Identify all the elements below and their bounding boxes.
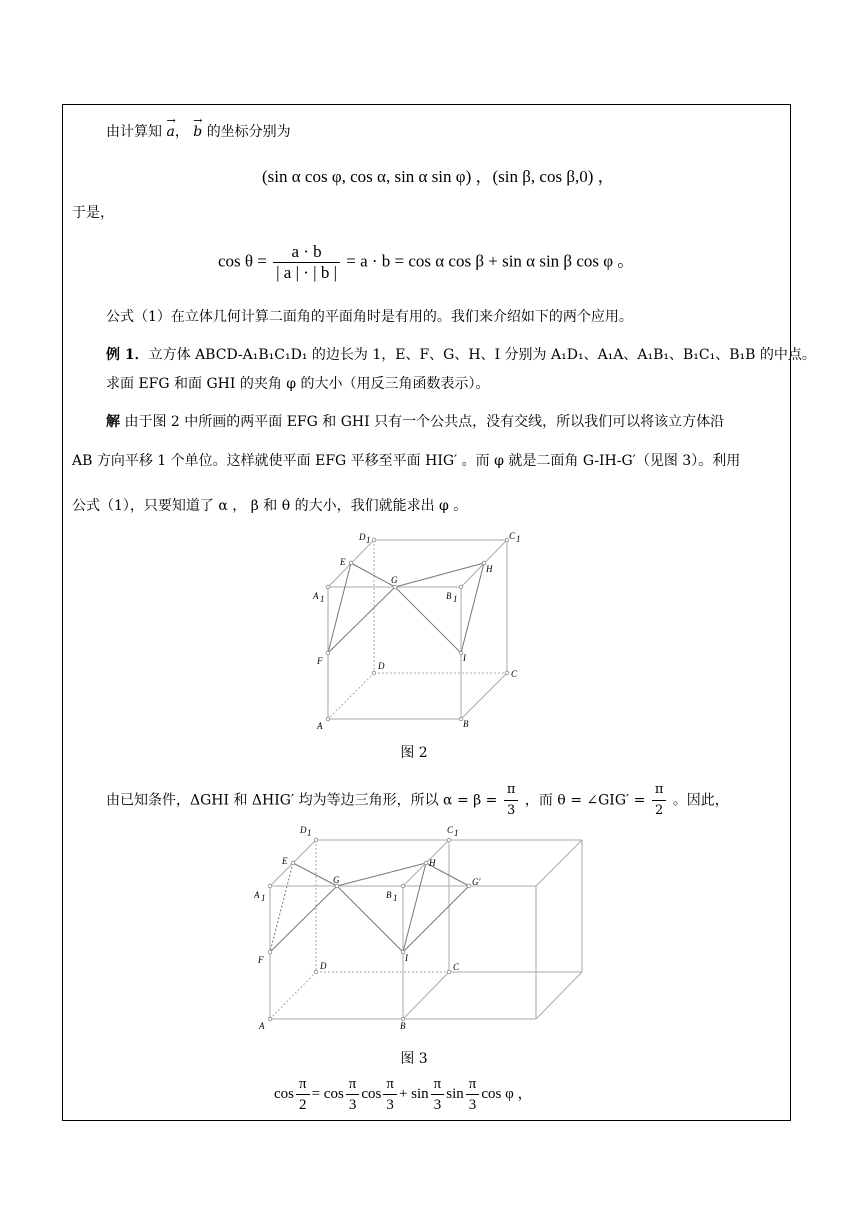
fig3-label-G: G	[333, 875, 340, 885]
eq2-f3-den: 3	[386, 1097, 394, 1113]
example-label: 例 1．	[106, 347, 149, 363]
example-line-1	[106, 345, 816, 365]
eq2-f3-num: π	[383, 1074, 397, 1095]
eq2-frac5	[466, 1074, 480, 1115]
eq2-f1-den: 2	[299, 1097, 307, 1113]
paragraph-therefore: 于是，	[72, 205, 114, 221]
solution-label: 解	[106, 414, 120, 430]
eq2-f5-den: 3	[468, 1097, 477, 1113]
fig3-label-B1-sub: 1	[393, 893, 398, 903]
fig3-label-B1: B	[386, 890, 392, 900]
label-B: B	[463, 719, 469, 729]
eq2-f2-den: 3	[348, 1097, 357, 1113]
eq2-frac1	[296, 1074, 310, 1115]
fig3-label-A1-sub: 1	[261, 893, 266, 903]
frac-pi2-den: 2	[654, 803, 664, 818]
eq2-frac3	[383, 1074, 397, 1115]
label-C1-sub: 1	[516, 534, 521, 544]
para4-text-b: ，而 θ = ∠GIG′ =	[524, 792, 646, 809]
coordinates-formula: (sin α cos φ, cos α, sin α sin φ) ，(sin β, cos β,0) ，	[262, 167, 615, 186]
solution-line-2: AB 方向平移 1 个单位。这样就使平面 EFG 平移至平面 HIG′ 。而 φ 就是二面角 G-IH-G′（见图 3）。利用	[72, 453, 741, 469]
eq1-rhs: = a · b = cos α cos β + sin α sin β cos φ 。	[346, 251, 635, 271]
label-A1: A	[313, 591, 319, 601]
eq2-eq: = cos	[311, 1085, 344, 1102]
eq2-f4-num: π	[431, 1074, 445, 1095]
fig3-label-Gp: G′	[472, 877, 481, 887]
frac-pi-num: π	[504, 780, 519, 801]
figure-3-caption: 图 3	[400, 1051, 428, 1067]
solution-line-1	[106, 412, 724, 432]
paragraph-vector-intro	[106, 122, 291, 142]
eq1-lhs: cos θ =	[218, 251, 267, 271]
label-D: D	[378, 661, 385, 671]
intro-text: 由计算知	[106, 124, 162, 140]
eq2-sin2: sin	[446, 1085, 464, 1102]
paragraph-equilateral	[106, 780, 729, 821]
figure-2-cube	[300, 525, 540, 735]
frac-pi-3	[504, 780, 519, 821]
example-text-1: 立方体 ABCD-A₁B₁C₁D₁ 的边长为 1，E、F、G、H、I 分别为 A₁D₁、A₁A、A₁B₁、B₁C₁、B₁B 的中点。	[148, 347, 816, 363]
eq2-frac4	[431, 1074, 445, 1115]
fig3-label-C1: C	[447, 825, 454, 835]
fig3-label-F: F	[258, 955, 264, 965]
figure-2-caption: 图 2	[400, 745, 428, 761]
fig3-label-H: H	[429, 858, 436, 868]
figure-3-cubes	[250, 822, 590, 1032]
fig3-label-C: C	[453, 962, 460, 972]
label-C1: C	[509, 531, 516, 541]
label-H: H	[486, 564, 493, 574]
para4-text-a: 由已知条件，ΔGHI 和 ΔHIG′ 均为等边三角形，所以 α = β =	[106, 792, 498, 809]
frac-pi2-num: π	[652, 780, 667, 801]
para4-text-c: 。因此，	[672, 792, 729, 809]
solution-line-3: 公式（1），只要知道了 α ， β 和 θ 的大小，我们就能求出 φ 。	[72, 498, 468, 514]
fig3-label-D1-sub: 1	[307, 828, 312, 838]
equation-final	[274, 1074, 533, 1115]
fig3-label-E: E	[282, 856, 288, 866]
eq1-fraction	[273, 242, 340, 283]
eq2-plus: + sin	[398, 1085, 429, 1102]
fig3-label-A: A	[259, 1021, 265, 1031]
eq1-numerator: a · b	[273, 242, 340, 263]
fig3-label-C1-sub: 1	[454, 828, 459, 838]
frac-pi-den: 3	[506, 803, 516, 818]
equation-cos-theta	[218, 242, 634, 283]
comma: ，	[174, 124, 189, 140]
eq2-frac2	[346, 1074, 360, 1115]
fig3-label-I: I	[405, 953, 408, 963]
label-D1-sub: 1	[366, 535, 371, 545]
label-I: I	[463, 653, 466, 663]
label-A: A	[317, 721, 323, 731]
label-A1-sub: 1	[320, 594, 325, 604]
vector-b: → b	[193, 122, 202, 142]
label-C: C	[511, 669, 518, 679]
label-D1: D	[359, 532, 366, 542]
vector-a: → a	[166, 122, 174, 142]
eq2-f1-num: π	[296, 1074, 310, 1095]
fig3-label-A1: A	[254, 890, 260, 900]
paragraph-formula-use: 公式（1）在立体几何计算二面角的平面角时是有用的。我们来介绍如下的两个应用。	[106, 309, 633, 325]
eq2-f4-den: 3	[433, 1097, 442, 1113]
eq2-tail: cos φ ，	[481, 1085, 533, 1102]
fig3-label-D: D	[320, 961, 327, 971]
label-E: E	[340, 557, 346, 567]
eq1-denominator: | a | · | b |	[276, 263, 337, 282]
solution-text-1: 由于图 2 中所画的两平面 EFG 和 GHI 只有一个公共点，没有交线，所以我们可以将该立方体沿	[124, 414, 725, 430]
label-G: G	[391, 575, 398, 585]
fig3-label-B: B	[400, 1021, 406, 1031]
label-F: F	[317, 656, 323, 666]
example-line-2: 求面 EFG 和面 GHI 的夹角 φ 的大小（用反三角函数表示）。	[106, 376, 490, 392]
eq2-f2-num: π	[346, 1074, 360, 1095]
fig3-label-D1: D	[300, 825, 307, 835]
label-B1-sub: 1	[453, 594, 458, 604]
eq2-f5-num: π	[466, 1074, 480, 1095]
label-B1: B	[446, 591, 452, 601]
intro-text-tail: 的坐标分别为	[206, 124, 291, 140]
eq2-cos2: cos	[361, 1085, 382, 1102]
eq2-cos: cos	[274, 1085, 294, 1102]
frac-pi-2	[652, 780, 667, 821]
